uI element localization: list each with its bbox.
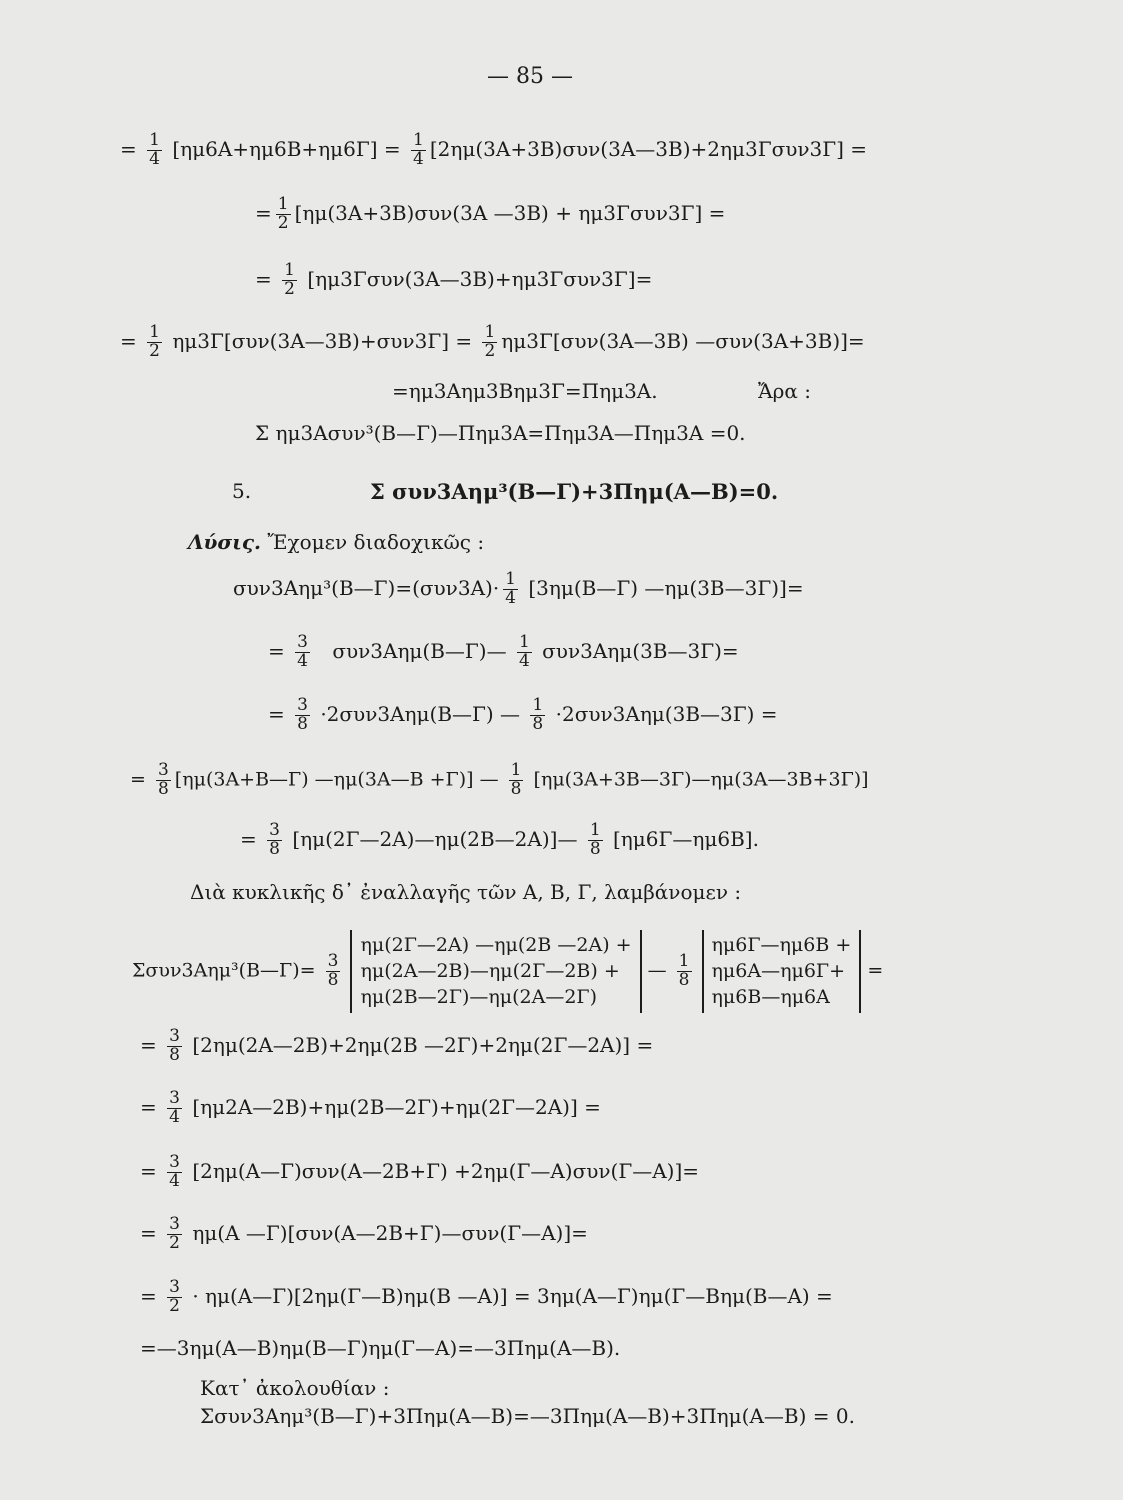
solution-label: Λύσις. (188, 530, 261, 554)
equation-line-6: Σ ημ3Ασυν³(Β—Γ)—Πημ3Α=Πημ3Α—Πημ3Α =0. (255, 421, 746, 445)
solution-heading (188, 532, 484, 552)
equation-line-10: = $\frac{3}{4}$ συν3Αημ(Β—Γ)— $\frac{1}{4}$ συν3Αημ(3Β—3Γ)= (268, 632, 739, 671)
equation-line-21: =—3ημ(Α—Β)ημ(Β—Γ)ημ(Γ—Α)=—3Πημ(Α—Β). (140, 1336, 621, 1360)
page-number: — 85 — (487, 64, 573, 89)
fraction: $\frac{1}{2}$ (149, 322, 160, 361)
fraction: $\frac{1}{8}$ (678, 950, 690, 990)
fraction: $\frac{1}{8}$ (589, 820, 601, 859)
equation-line-20: = $\frac{3}{2}$ · ημ(Α—Γ)[2ημ(Γ—Β)ημ(Β —Α)] = 3ημ(Α—Γ)ημ(Γ—Βημ(Β—Α) = (140, 1277, 833, 1316)
equation-line-2: = $\frac{1}{2}$ [ημ(3Α+3Β)συν(3Α —3Β) + ημ3Γσυν3Γ] = (255, 194, 726, 233)
fraction: $\frac{3}{8}$ (269, 820, 280, 859)
equation-line-13: = $\frac{3}{8}$ [ημ(2Γ—2Α)—ημ(2Β—2Α)]— $\frac{1}{8}$ [ημ6Γ—ημ6Β]. (240, 820, 759, 859)
text-line-14: Διὰ κυκλικῆς δ᾽ ἐναλλαγῆς τῶν Α, Β, Γ, λαμβάνομεν : (190, 880, 742, 904)
fraction: $\frac{1}{4}$ (149, 130, 160, 169)
final-equation: Σσυν3Αημ³(Β—Γ)+3Πημ(Α—Β)=—3Πημ(Α—Β)+3Πημ(Α—Β) = 0. (200, 1404, 855, 1428)
problem-number: 5. (232, 479, 252, 503)
equation-line-17: = $\frac{3}{4}$ [ημ2Α—2Β)+ημ(2Β—2Γ)+ημ(2Γ—2Α)] = (140, 1088, 601, 1127)
equation-line-5: =ημ3Αημ3Βημ3Γ=Πημ3Α. (392, 379, 658, 403)
equation-line-15: Σσυν3Αημ³(Β—Γ)= $\frac{3}{8}$ ημ(2Γ—2Α) —ημ(2Β —2Α) + ημ(2Α—2Β)—ημ(2Γ—2Β) + ημ(2Β—2Γ)—ημ(2Α—2Γ) — $\frac{1}{8}$ ημ6Γ—ημ6Β + ημ6Α—ημ6Γ+ ημ6Β—ημ6Α = (132, 930, 883, 1013)
left-bracket-block: ημ(2Γ—2Α) —ημ(2Β —2Α) + ημ(2Α—2Β)—ημ(2Γ—2Β) + ημ(2Β—2Γ)—ημ(2Α—2Γ) (350, 930, 641, 1013)
equation-line-11: = $\frac{3}{8}$ ·2συν3Αημ(Β—Γ) — $\frac{1}{8}$ ·2συν3Αημ(3Β—3Γ) = (268, 695, 778, 734)
fraction: $\frac{3}{8}$ (327, 950, 339, 990)
ara-label: Ἄρα : (758, 379, 812, 403)
equation-line-1: = $\frac{1}{4}$ [ημ6Α+ημ6Β+ημ6Γ] = $\frac{1}{4}$ [2ημ(3Α+3Β)συν(3Α—3Β)+2ημ3Γσυν3Γ] = (120, 130, 868, 169)
equation-line-12: = $\frac{3}{8}$ [ημ(3Α+Β—Γ) —ημ(3Α—Β +Γ)] — $\frac{1}{8}$ [ημ(3Α+3Β—3Γ)—ημ(3Α—3Β+3Γ)] (130, 760, 869, 799)
equation-line-4: = $\frac{1}{2}$ ημ3Γ[συν(3Α—3Β)+συν3Γ] = $\frac{1}{2}$ ημ3Γ[συν(3Α—3Β) —συν(3Α+3Β)]= (120, 322, 865, 361)
fraction: $\frac{1}{2}$ (484, 322, 496, 361)
fraction: $\frac{1}{4}$ (413, 130, 424, 169)
equation-line-19: = $\frac{3}{2}$ ημ(Α —Γ)[συν(Α—2Β+Γ)—συν(Γ—Α)]= (140, 1214, 588, 1253)
solution-intro: Ἔχομεν διαδοχικῶς : (267, 530, 485, 554)
fraction: $\frac{1}{4}$ (518, 632, 530, 671)
fraction: $\frac{3}{4}$ (297, 632, 308, 671)
right-bracket-block: ημ6Γ—ημ6Β + ημ6Α—ημ6Γ+ ημ6Β—ημ6Α (702, 930, 862, 1013)
fraction: $\frac{3}{4}$ (169, 1088, 180, 1127)
fraction: $\frac{3}{2}$ (169, 1277, 180, 1316)
fraction: $\frac{1}{2}$ (284, 260, 295, 299)
problem-statement: Σ συν3Αημ³(Β—Γ)+3Πημ(Α—Β)=0. (370, 479, 779, 504)
fraction: $\frac{1}{8}$ (532, 695, 544, 734)
fraction: $\frac{1}{2}$ (277, 194, 289, 233)
equation-line-3: = $\frac{1}{2}$ [ημ3Γσυν(3Α—3Β)+ημ3Γσυν3Γ]= (255, 260, 653, 299)
equation-line-9: συν3Αημ³(Β—Γ)=(συν3Α)· $\frac{1}{4}$ [3ημ(Β—Γ) —ημ(3Β—3Γ)]= (233, 569, 804, 608)
fraction: $\frac{3}{8}$ (297, 695, 308, 734)
fraction: $\frac{3}{8}$ (157, 760, 169, 799)
fraction: $\frac{3}{2}$ (169, 1214, 180, 1253)
equation-line-18: = $\frac{3}{4}$ [2ημ(Α—Γ)συν(Α—2Β+Γ) +2ημ(Γ—Α)συν(Γ—Α)]= (140, 1152, 700, 1191)
fraction: $\frac{1}{4}$ (505, 569, 516, 608)
text-line-22: Κατ᾽ ἀκολουθίαν : (200, 1376, 390, 1400)
fraction: $\frac{3}{4}$ (169, 1152, 180, 1191)
fraction: $\frac{1}{8}$ (510, 760, 522, 799)
fraction: $\frac{3}{8}$ (169, 1026, 180, 1065)
equation-line-16: = $\frac{3}{8}$ [2ημ(2Α—2Β)+2ημ(2Β —2Γ)+2ημ(2Γ—2Α)] = (140, 1026, 654, 1065)
